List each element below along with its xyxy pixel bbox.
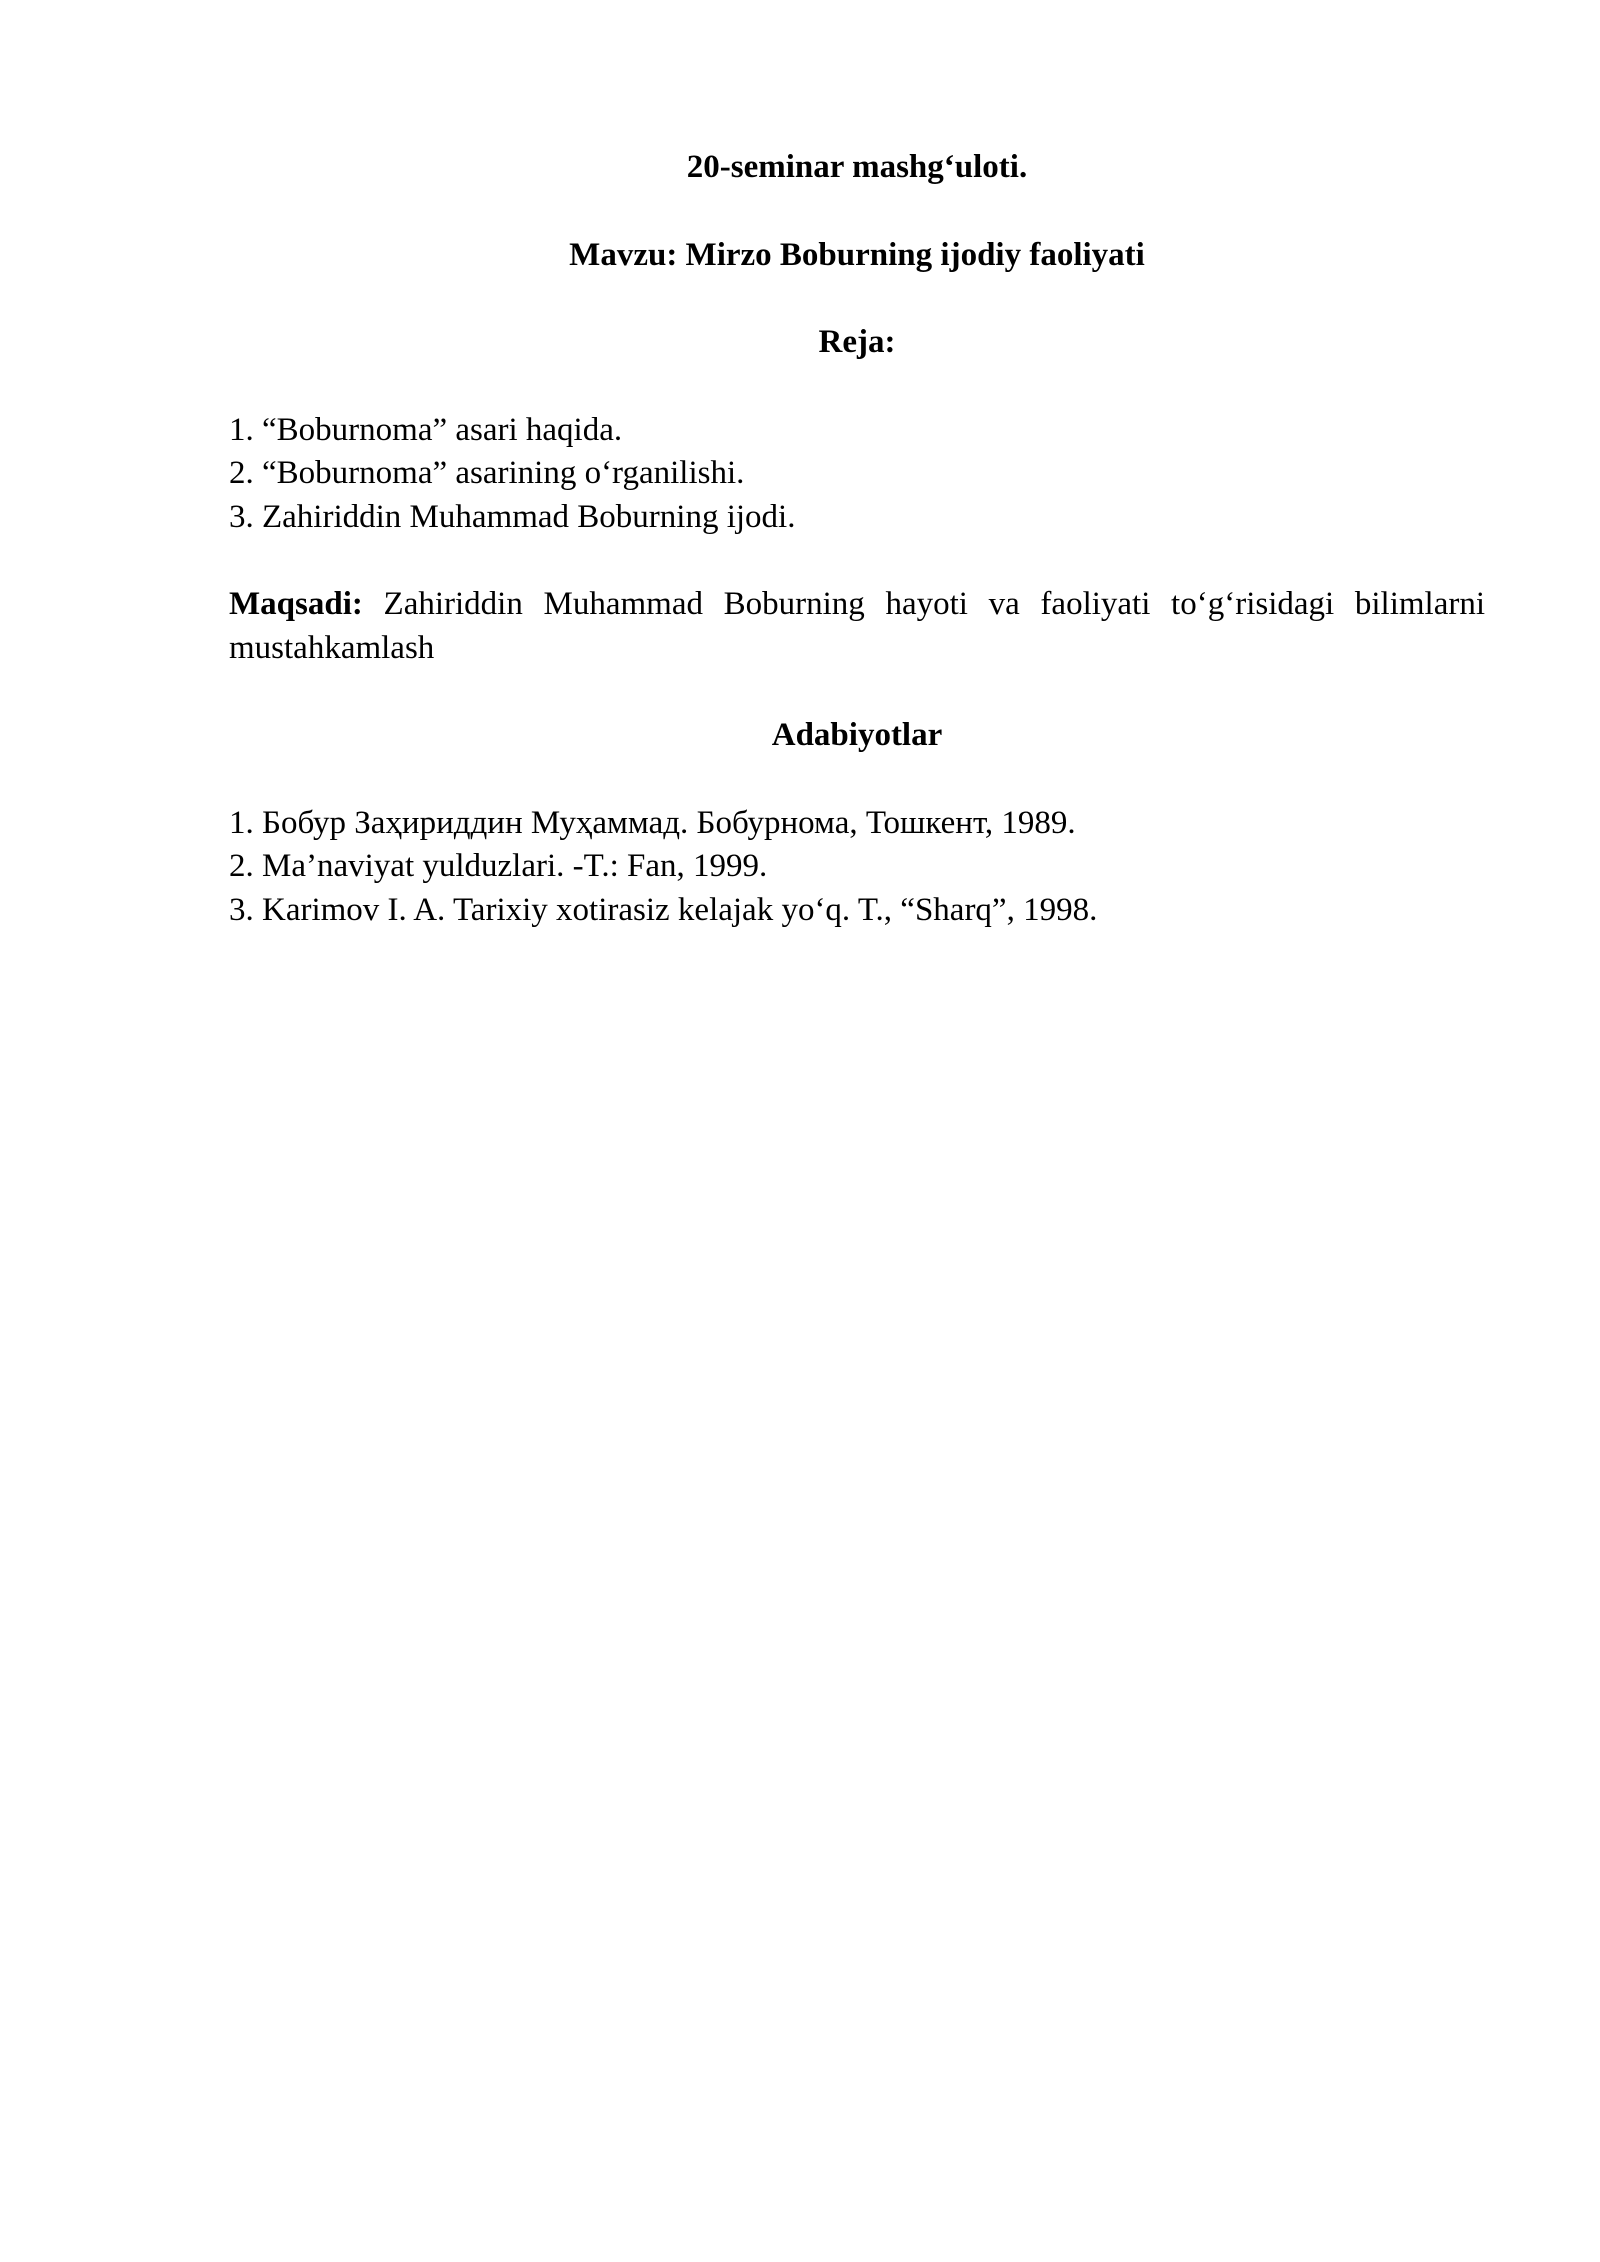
- goal-text: Zahiriddin Muhammad Boburning hayoti va faoliyati to‘g‘risidagi bilimlarni mustahkamlash: [229, 586, 1485, 666]
- plan-item: 3. Zahiriddin Muhammad Boburning ijodi.: [229, 498, 796, 535]
- goal-paragraph: [229, 583, 1485, 670]
- plan-list: [229, 409, 1485, 540]
- literature-list: [229, 802, 1485, 933]
- plan-item: 2. “Boburnoma” asarining o‘rganilishi.: [229, 455, 745, 491]
- topic-line: Mavzu: Mirzo Boburning ijodiy faoliyati: [569, 236, 1145, 273]
- seminar-title: 20-seminar mashg‘uloti.: [686, 149, 1028, 185]
- literature-item: 1. Бобур Заҳириддин Муҳаммад. Бобурнома, Тошкент, 1989.: [229, 804, 1076, 841]
- document-body: [229, 146, 1485, 932]
- plan-heading: Reja:: [818, 324, 896, 360]
- literature-heading: Adabiyotlar: [771, 717, 943, 753]
- plan-item: 1. “Boburnoma” asari haqida.: [229, 411, 623, 448]
- literature-item: 2. Ma’naviyat yulduzlari. -T.: Fan, 1999.: [229, 848, 768, 884]
- goal-label: Maqsadi:: [229, 586, 363, 622]
- literature-item: 3. Karimov I. A. Tarixiy xotirasiz kelajak yo‘q. T., “Sharq”, 1998.: [229, 891, 1098, 928]
